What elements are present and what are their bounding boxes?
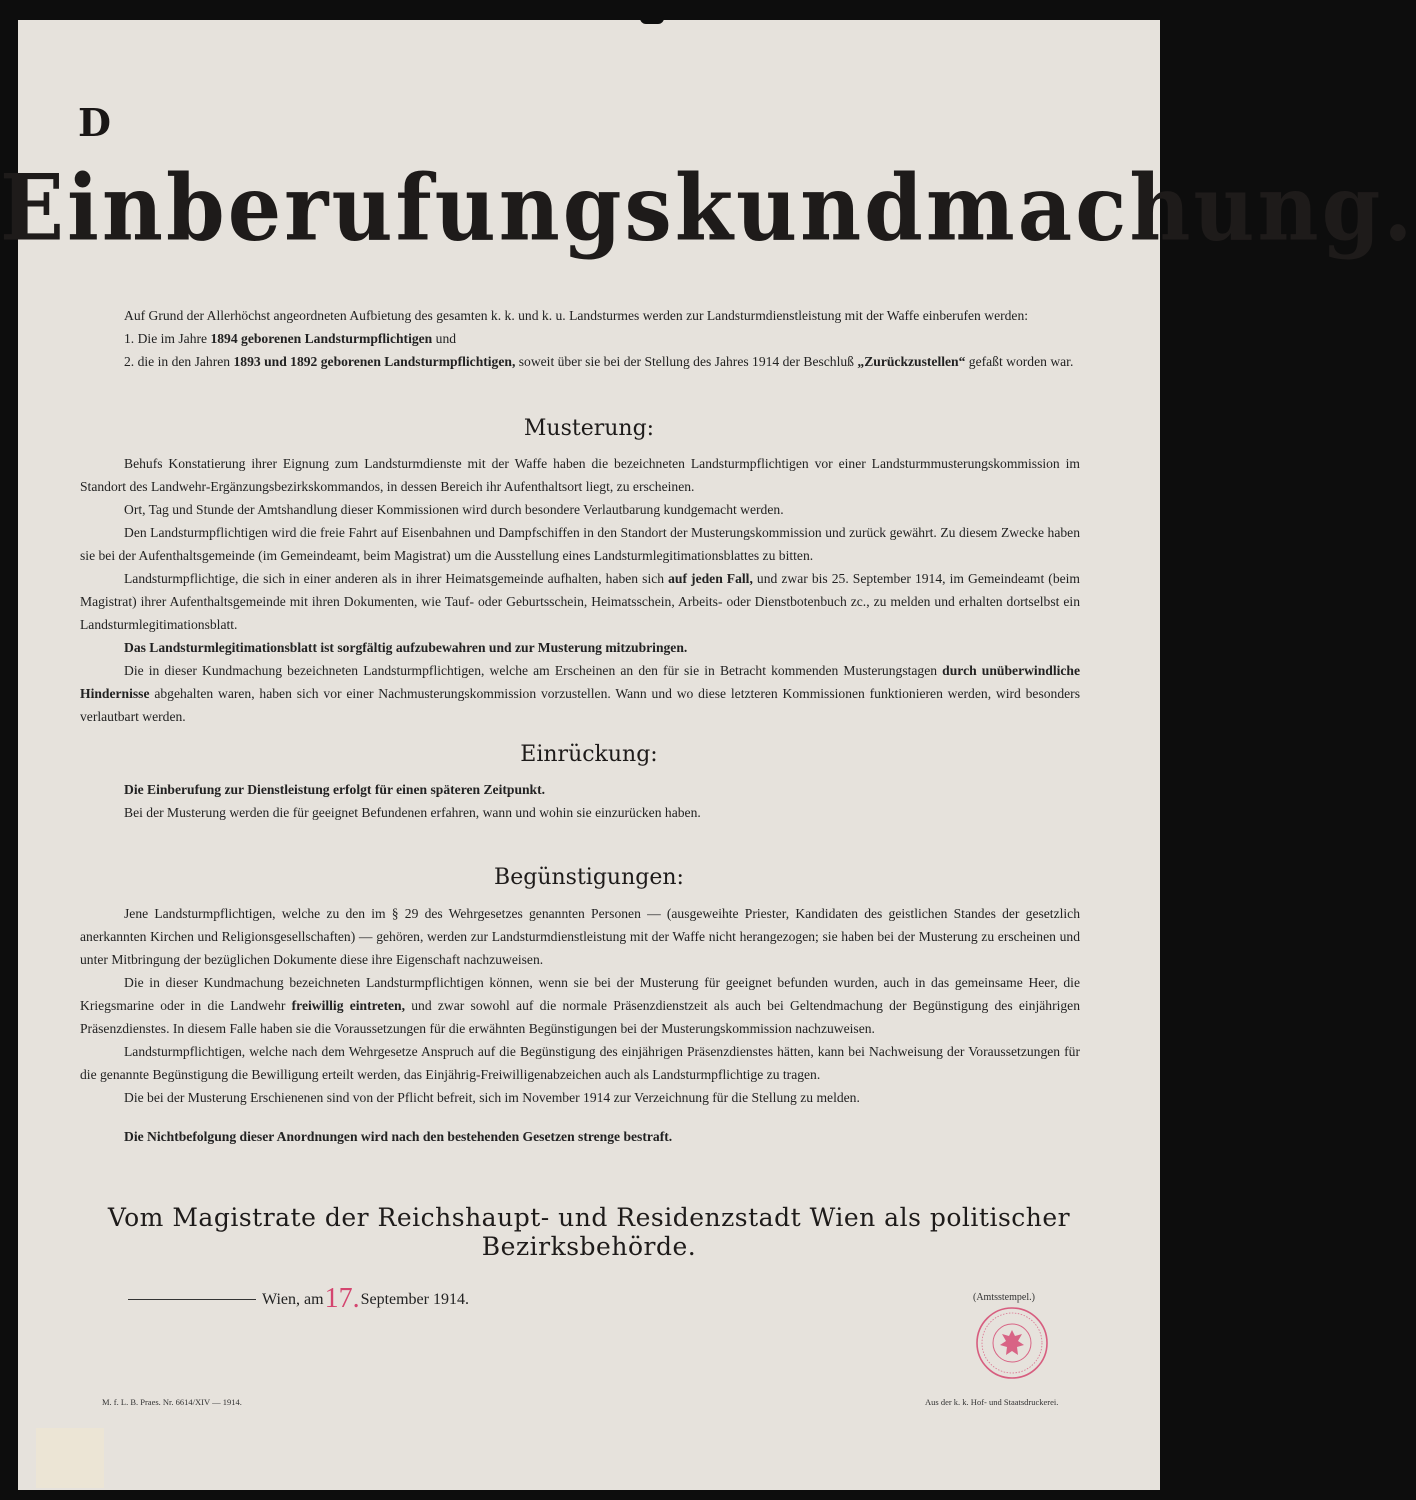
section-heading-beguenstigungen: Begünstigungen: [494,865,684,890]
paper-tab [36,1428,104,1488]
dateline-day: 17. [324,1283,360,1314]
musterung-paragraph: Landsturmpflichtige, die sich in einer anderen als in ihrer Heimatsgemeinde aufhalten, haben sich auf jeden Fall, und zwar bis 25. September 1914, im Gemeindeamt (beim Magistrat) ihrer Aufenthaltsgemeinde mit ihren Dokumenten, wie Tauf- oder Geburtsschein, Heimatsschein, Arbeits- oder Dienstbotenbuch zc., zu melden und erhalten dortselbst ein Landsturmlegitimationsblatt. [80,571,1081,632]
einrueckung-section [80,778,1080,824]
musterung-paragraph: Den Landsturmpflichtigen wird die freie Fahrt auf Eisenbahnen und Dampfschiffen in den Standort der Musterungskommission und zurück gewährt. Zu diesem Zwecke haben sie bei der Aufenthaltsgemeinde (im Gemeindeamt, beim Magistrat) um die Ausstellung eines Landsturmlegitimationsblattes zu bitten. [80,525,1080,563]
footer-printer: Aus der k. k. Hof- und Staatsdruckerei. [925,1397,1059,1407]
dateline-sep: , am [296,1291,324,1308]
footer-reference: M. f. L. B. Praes. Nr. 6614/XIV — 1914. [102,1397,242,1407]
einrueckung-notice: Die Einberufung zur Dienstleistung erfolgt für einen späteren Zeitpunkt. [124,782,546,797]
musterung-notice: Das Landsturmlegitimationsblatt ist sorgfältig aufzubewahren und zur Musterung mitzubringen. [124,640,688,655]
penalty-warning: Die Nichtbefolgung dieser Anordnungen wird nach den bestehenden Gesetzen strenge bestraft. [124,1129,673,1144]
intro-item-1: 1. Die im Jahre 1894 geborenen Landsturmpflichtigen und [124,331,457,346]
dateline-month-year: September 1914. [360,1291,469,1308]
hanging-notch [640,14,664,24]
intro-item-2: 2. die in den Jahren 1893 und 1892 geborenen Landsturmpflichtigen, soweit über sie bei der Stellung des Jahres 1914 der Beschluß „Zurückzustellen“ gefaßt worden war. [124,354,1074,369]
einrueckung-paragraph: Bei der Musterung werden die für geeignet Befundenen erfahren, wann und wohin sie einzurücken haben. [124,805,701,820]
corner-letter: D [78,100,111,145]
beguenstigungen-paragraph: Jene Landsturmpflichtigen, welche zu den im § 29 des Wehrgesetzes genannten Personen — (ausgeweihte Priester, Kandidaten des geistlichen Standes der gesetzlich anerkannten Kirchen und Religionsgesellschaften) — gehören, werden zur Landsturmdienstleistung mit der Waffe nicht herangezogen; sie haben bei der Musterung zu erscheinen und unter Mitbringung der bezüglichen Dokumente diese ihre Eigenschaft nachzuweisen. [80,906,1080,967]
section-heading-einrueckung: Einrückung: [520,742,658,767]
section-heading-musterung: Musterung: [523,416,655,441]
dateline-place: Wien [262,1291,297,1308]
dateline [128,1283,469,1315]
beguenstigungen-paragraph: Die in dieser Kundmachung bezeichneten Landsturmpflichtigen können, wenn sie bei der Musterung für geeignet befunden wurden, auch in das gemeinsame Heer, die Kriegsmarine oder in die Landwehr freiwillig eintreten, und zwar sowohl auf die normale Präsenzdienstzeit als auch bei Geltendmachung der Begünstigung des einjährigen Präsenzdienstes. In diesem Falle haben sie die Voraussetzungen für die erwähnten Begünstigungen bei der Musterungskommission nachzuweisen. [80,975,1081,1036]
beguenstigungen-paragraph: Landsturmpflichtigen, welche nach dem Wehrgesetze Anspruch auf die Begünstigung des einjährigen Präsenzdienstes hätten, kann bei Nachweisung der Voraussetzungen für die genannte Begünstigung die Bewilligung erteilt werden, das Einjährig-Freiwilligenabzeichen auch als Landsturmpflichtige zu tragen. [80,1044,1080,1082]
beguenstigungen-paragraph: Die bei der Musterung Erschienenen sind von der Pflicht befreit, sich im November 1914 zur Verzeichnung für die Stellung zu melden. [124,1090,860,1105]
intro-section [80,304,1080,373]
intro-paragraph: Auf Grund der Allerhöchst angeordneten Aufbietung des gesamten k. k. und k. u. Landsturmes werden zur Landsturmdienstleistung mit der Waffe einberufen werden: [124,308,1029,323]
stamp-label: (Amtsstempel.) [973,1292,1035,1303]
musterung-paragraph: Behufs Konstatierung ihrer Eignung zum Landsturmdienste mit der Waffe haben die bezeichneten Landsturmpflichtigen vor einer Landsturmmusterungskommission im Standort des Landwehr-Ergänzungsbezirkskommandos, in dessen Bereich ihr Aufenthaltsort liegt, zu erscheinen. [80,456,1080,494]
page-title: Einberufungskundmachung. [0,154,1416,261]
musterung-paragraph: Die in dieser Kundmachung bezeichneten Landsturmpflichtigen, welche am Erscheinen an den für sie in Betracht kommenden Musterungstagen durch unüberwindliche Hindernisse abgehalten waren, haben sich vor einer Nachmusterungskommission vorzustellen. Wann und wo diese letzteren Kommissionen funktionieren werden, wird besonders verlautbart werden. [80,663,1080,724]
signature-line [128,1299,256,1300]
official-stamp-icon [975,1306,1049,1380]
beguenstigungen-section [80,902,1080,1148]
issuing-authority: Vom Magistrate der Reichshaupt- und Residenzstadt Wien als politischer Bezirksbehörde. [107,1203,1071,1261]
musterung-paragraph: Ort, Tag und Stunde der Amtshandlung dieser Kommissionen wird durch besondere Verlautbarung kundgemacht werden. [124,502,784,517]
musterung-section [80,452,1080,728]
